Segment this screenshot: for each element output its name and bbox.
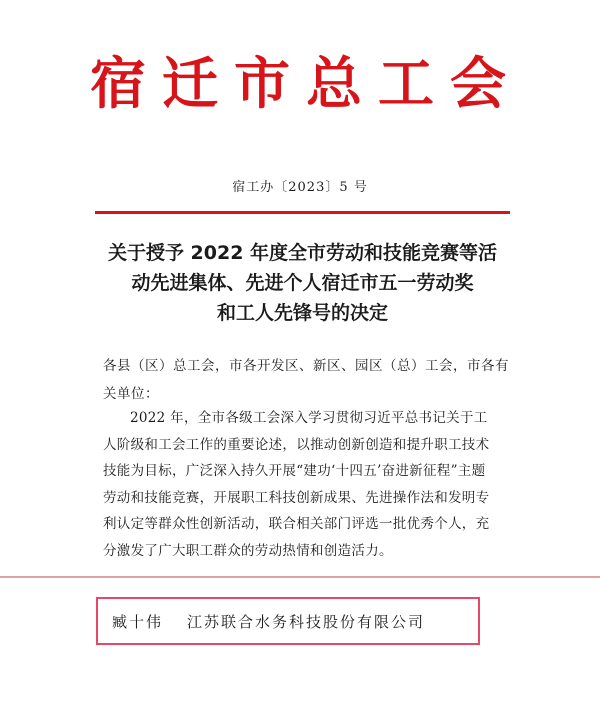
body-line: 劳动和技能竞赛，开展职工科技创新成果、先进操作法和发明专 [103, 489, 490, 506]
document-number: 宿工办〔2023〕5 号 [232, 180, 368, 195]
addressee-text: 各县（区）总工会，市各开发区、新区、园区（总）工会，市各有关单位： [103, 358, 509, 402]
masthead-org-name: 宿迁市总工会 [90, 52, 522, 117]
title-line: 动先进集体、先进个人宿迁市五一劳动奖 [131, 272, 474, 294]
document-title [95, 238, 510, 328]
body-line: 技能为目标，广泛深入持久开展“建功‘十四五’奋进新征程”主题 [103, 463, 486, 479]
body-paragraph [103, 405, 513, 564]
title-line: 和工人先锋号的决定 [216, 302, 388, 324]
body-line: 人阶级和工会工作的重要论述，以推动创新创造和提升职工技术 [103, 436, 490, 453]
awardee-company: 江苏联合水务科技股份有限公司 [187, 612, 426, 631]
body-line: 利认定等群众性创新活动，联合相关部门评选一批优秀个人，充 [103, 516, 490, 532]
body-line: 分激发了广大职工群众的劳动热情和创造活力。 [103, 542, 393, 559]
section-divider [0, 576, 600, 578]
title-line: 关于授予 2022 年度全市劳动和技能竞赛等活 [107, 242, 498, 264]
body-line: 2022 年，全市各级工会深入学习贯彻习近平总书记关于工 [130, 410, 488, 426]
awardee-name: 臧十伟 [112, 612, 164, 631]
red-divider-line [95, 211, 510, 214]
awardee-highlight-box [96, 597, 480, 645]
